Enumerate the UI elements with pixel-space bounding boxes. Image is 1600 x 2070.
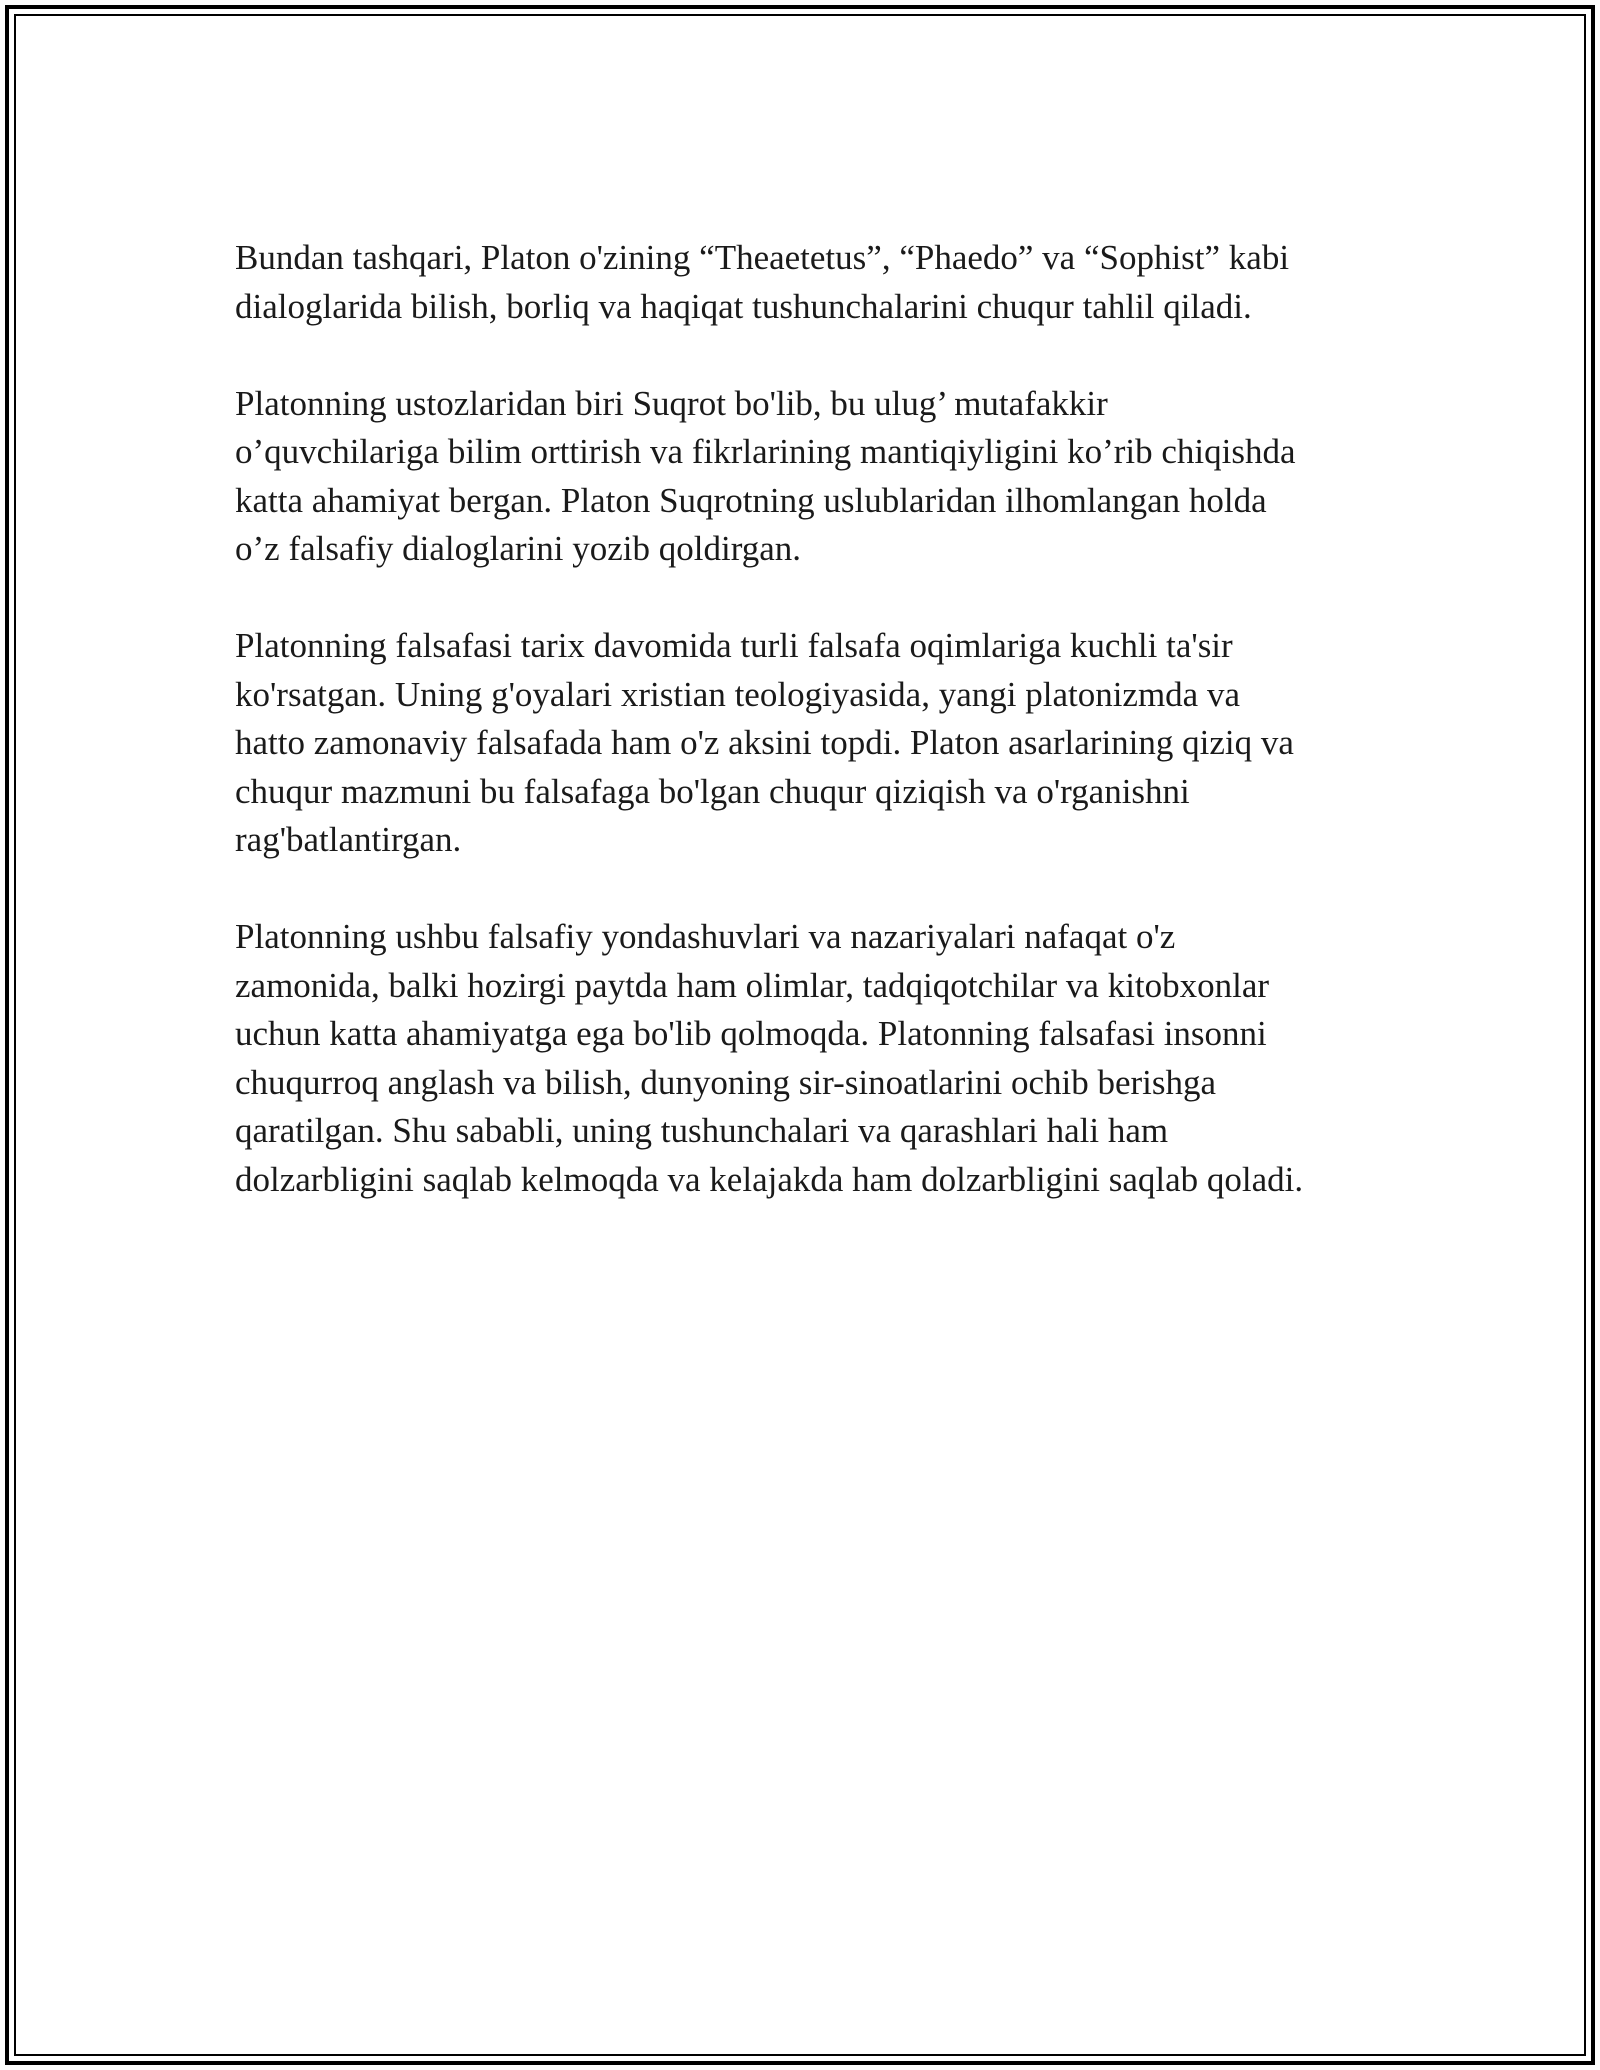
- paragraph-4: Platonning ushbu falsafiy yondashuvlari va nazariyalari nafaqat o'z zamonida, balki hozirgi paytda ham olimlar, tadqiqotchilar va kitobxonlar uchun katta ahamiyatga ega bo'lib qolmoqda. Platonning falsafasi insonni chuqurroq anglash va bilish, dunyoning sir-sinoatlarini ochib berishga qaratilgan. Shu sababli, uning tushunchalari va qarashlari hali ham dolzarbligini saqlab kelmoqda va kelajakda ham dolzarbligini saqlab qoladi.: [235, 917, 1304, 1199]
- paragraph-2: Platonning ustozlaridan biri Suqrot bo'lib, bu ulug’ mutafakkir o’quvchilariga bilim orttirish va fikrlarining mantiqiyligini ko’rib chiqishda katta ahamiyat bergan. Platon Suqrotning uslublaridan ilhomlangan holda o’z falsafiy dialoglarini yozib qoldirgan.: [235, 383, 1296, 568]
- paragraph-3: Platonning falsafasi tarix davomida turli falsafa oqimlariga kuchli ta'sir ko'rsatgan. Uning g'oyalari xristian teologiyasida, yangi platonizmda va hatto zamonaviy falsafada ham o'z aksini topdi. Platon asarlarining qiziq va chuqur mazmuni bu falsafaga bo'lgan chuqur qiziqish va o'rganishni rag'batlantirgan.: [235, 626, 1294, 859]
- paragraph-1: Bundan tashqari, Platon o'zining “Theaetetus”, “Phaedo” va “Sophist” kabi dialoglarida bilish, borliq va haqiqat tushunchalarini chuqur tahlil qiladi.: [235, 238, 1290, 326]
- document-body: [235, 234, 1375, 1253]
